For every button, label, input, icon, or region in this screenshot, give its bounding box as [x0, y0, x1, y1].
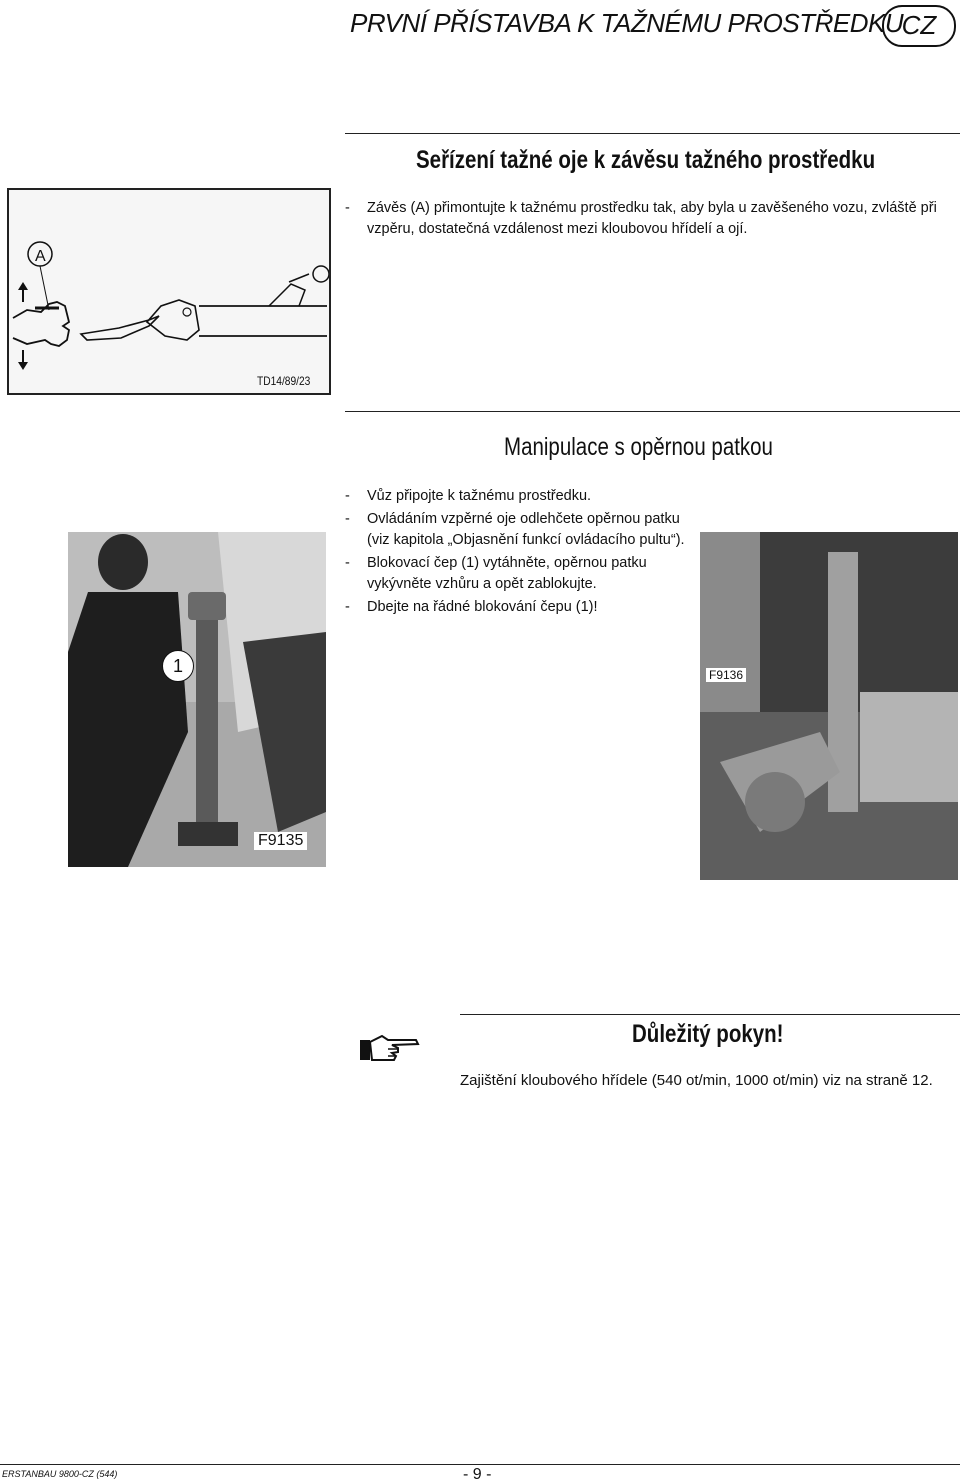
- figure-code: TD14/89/23: [257, 374, 311, 388]
- bullet-text: Vůz připojte k tažnému prostředku.: [367, 488, 592, 504]
- bullet-dash: -: [345, 555, 350, 571]
- photo-callout-1: 1: [162, 650, 194, 682]
- list-item: [345, 509, 695, 551]
- list-item: [345, 198, 957, 240]
- bullet-text: Ovládáním vzpěrné oje odlehčete opěrnou patku (viz kapitola „Objasnění funkcí ovládacího pultu“).: [367, 511, 685, 548]
- footer-divider: [0, 1464, 960, 1465]
- list-item: [345, 597, 695, 618]
- page-header-title: PRVNÍ PŘÍSTAVBA K TAŽNÉMU PROSTŘEDKU: [350, 8, 904, 38]
- section-divider: [345, 133, 960, 134]
- language-badge: CZ: [882, 5, 956, 47]
- section-divider: [460, 1014, 960, 1015]
- figure-callout-a: A: [35, 248, 46, 265]
- section-title-hitch: Seřízení tažné oje k závěsu tažného prostředku: [416, 146, 876, 174]
- important-text: Zajištění kloubového hřídele (540 ot/min, 1000 ot/min) viz na straně 12.: [460, 1072, 933, 1089]
- list-item: [345, 486, 695, 507]
- bullet-dash: -: [345, 599, 350, 615]
- page-number: - 9 -: [463, 1466, 492, 1483]
- section1-bullet-list: [345, 198, 957, 240]
- hitch-diagram: [7, 188, 331, 395]
- footer-doc-id: ERSTANBAU 9800-CZ (544): [2, 1469, 118, 1479]
- photo-illustration: [68, 532, 326, 867]
- hitch-drawing: [9, 190, 329, 393]
- pointing-hand-icon: [358, 1032, 422, 1066]
- list-item: [345, 553, 695, 595]
- bullet-text: Závěs (A) přimontujte k tažnému prostředku tak, aby byla u zavěšeného vozu, zvláště při vzpěru, dostatečná vzdálenost mezi kloubovou hřídelí a ojí.: [367, 200, 937, 237]
- bullet-dash: -: [345, 488, 350, 504]
- section2-bullet-list: [345, 486, 695, 618]
- bullet-dash: -: [345, 511, 350, 527]
- bullet-dash: -: [345, 200, 350, 216]
- support-foot-photo: [68, 532, 326, 867]
- photo-illustration: [700, 532, 958, 880]
- important-title: Důležitý pokyn!: [632, 1020, 784, 1048]
- photo-code: F9135: [254, 832, 307, 850]
- section-divider: [345, 411, 960, 412]
- photo-code: F9136: [706, 668, 746, 682]
- section-title-support-foot: Manipulace s opěrnou patkou: [504, 433, 773, 461]
- support-foot-closeup-photo: [700, 532, 958, 880]
- bullet-text: Dbejte na řádné blokování čepu (1)!: [367, 599, 598, 615]
- bullet-text: Blokovací čep (1) vytáhněte, opěrnou patku vykývněte vzhůru a opět zablokujte.: [367, 555, 647, 592]
